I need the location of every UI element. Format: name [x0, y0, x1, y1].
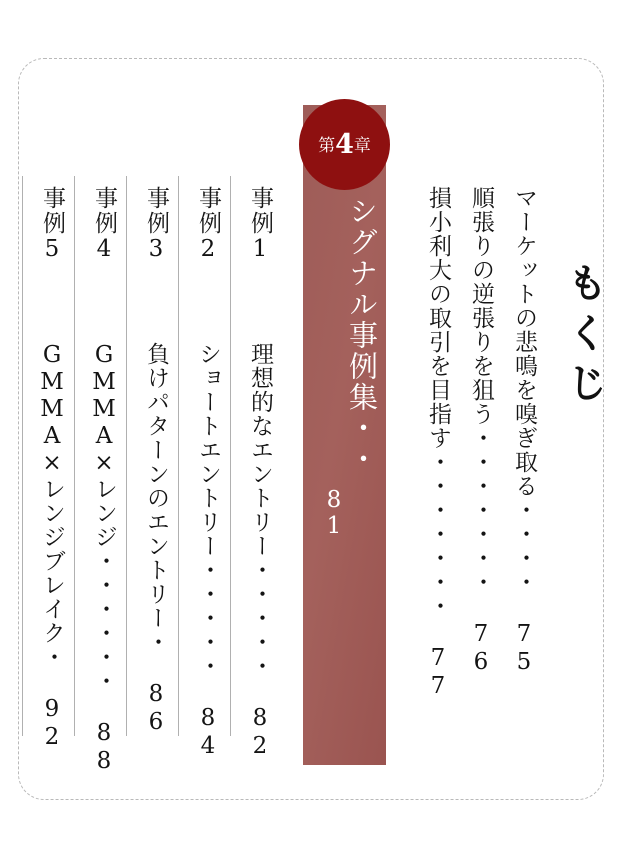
toc-entry — [242, 186, 272, 761]
chapter-badge-suffix: 章 — [353, 136, 371, 156]
toc-entry-page: 77 — [425, 645, 451, 701]
toc-entry-text: 理想的なエントリー・・・・・ — [247, 342, 273, 678]
page-title: もくじ — [561, 262, 608, 412]
column-divider — [74, 176, 75, 736]
toc-entry-page: 84 — [195, 705, 221, 761]
toc-entry-text: 負けパターンのエントリー・ — [143, 342, 169, 654]
toc-entry — [34, 186, 64, 752]
toc-entry-page: 88 — [91, 720, 117, 776]
toc-entry — [506, 186, 536, 677]
chapter-badge-prefix: 第 — [318, 136, 336, 156]
chapter-title: シグナル事例集・・ — [345, 196, 379, 475]
toc-entry-label: 事例2 — [195, 186, 221, 264]
column-divider — [22, 176, 23, 736]
chapter-badge-number: 4 — [335, 129, 354, 160]
toc-entry-text: 順張りの逆張りを狙う・・・・・・・ — [468, 186, 494, 594]
column-divider — [178, 176, 179, 736]
toc-entry — [86, 186, 116, 776]
toc-entry-label: 事例4 — [91, 186, 117, 264]
toc-entry-label: 事例5 — [39, 186, 65, 264]
toc-entry-text: GMMA×レンジ・・・・・・ — [91, 342, 117, 693]
toc-entry-page: 82 — [247, 705, 273, 761]
toc-entry-page: 75 — [511, 621, 537, 677]
toc-entry-text: GMMA×レンジブレイク・ — [39, 342, 65, 669]
toc-entry — [420, 186, 450, 701]
chapter-badge — [299, 99, 390, 190]
column-divider — [230, 176, 231, 736]
toc-entry-page: 86 — [143, 681, 169, 737]
toc-entry-page: 92 — [39, 696, 65, 752]
toc-entry-text: 損小利大の取引を目指す・・・・・・・ — [425, 186, 451, 618]
toc-entry-text: ショートエントリー・・・・・ — [195, 342, 221, 678]
chapter-badge-text — [318, 129, 371, 160]
column-divider — [126, 176, 127, 736]
toc-entry-label: 事例1 — [247, 186, 273, 264]
toc-entry — [463, 186, 493, 677]
toc-entry-label: 事例3 — [143, 186, 169, 264]
toc-entry — [138, 186, 168, 737]
chapter-page-number: 81 — [321, 487, 347, 539]
toc-entry-page: 76 — [468, 621, 494, 677]
toc-entry — [190, 186, 220, 761]
toc-entry-text: マーケットの悲鳴を嗅ぎ取る・・・・ — [511, 186, 537, 594]
